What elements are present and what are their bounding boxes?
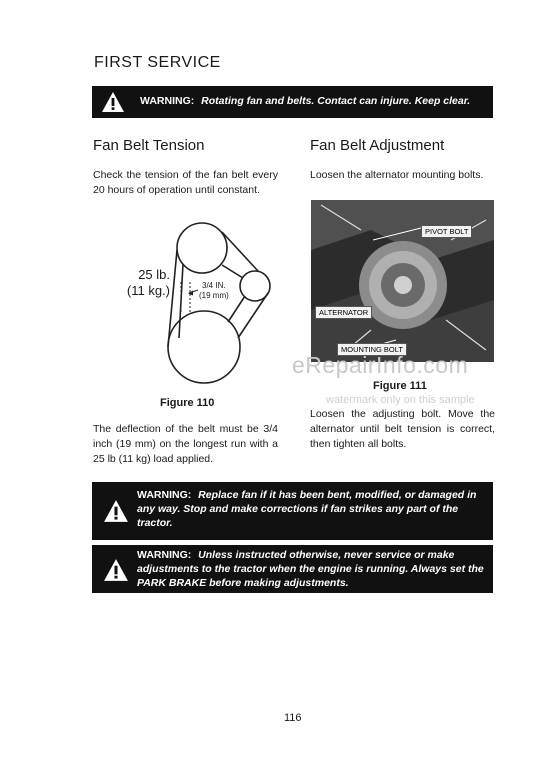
watermark: eRepairInfo.com bbox=[292, 352, 469, 378]
warning-text: Rotating fan and belts. Contact can injure. Keep clear. bbox=[201, 95, 471, 107]
warning-bottom-text-wrap bbox=[137, 548, 489, 590]
fan-belt-adjustment-intro: Loosen the alternator mounting bolts. bbox=[310, 169, 484, 181]
load-label-line1: 25 lb. bbox=[138, 267, 170, 282]
mounting-bolt-label: MOUNTING BOLT bbox=[337, 343, 407, 356]
alternator-label: ALTERNATOR bbox=[315, 306, 372, 319]
warning-mid-text-wrap bbox=[137, 488, 487, 530]
deflection-label bbox=[199, 281, 229, 301]
crankshaft-pulley bbox=[168, 311, 240, 383]
fan-belt-tension-heading: Fan Belt Tension bbox=[93, 137, 205, 154]
deflection-label-line1: 3/4 IN. bbox=[202, 281, 226, 290]
warning-triangle-icon bbox=[103, 558, 129, 582]
section-title: FIRST SERVICE bbox=[94, 54, 221, 71]
load-label bbox=[112, 267, 170, 299]
warning-label: WARNING: bbox=[140, 95, 195, 107]
warning-banner-fan bbox=[92, 482, 493, 540]
warning-text: Unless instructed otherwise, never service or make adjustments to the tractor when the engine is running. Always set the PARK BRAKE before making adjustments. bbox=[137, 549, 484, 589]
alternator-photo bbox=[311, 200, 494, 362]
warning-label: WARNING: bbox=[137, 489, 192, 501]
warning-text: Replace fan if it has been bent, modified, or damaged in any way. Stop and make corrections if fan strikes any part of the tractor. bbox=[137, 489, 477, 529]
warning-banner-top bbox=[92, 86, 493, 118]
fan-pulley bbox=[177, 223, 227, 273]
warning-label: WARNING: bbox=[137, 549, 192, 561]
pivot-bolt-label: PIVOT BOLT bbox=[421, 225, 472, 238]
warning-triangle-icon bbox=[103, 499, 129, 523]
figure-110-caption: Figure 110 bbox=[160, 397, 215, 409]
figure-111-caption: Figure 111 bbox=[373, 380, 427, 392]
warning-banner-engine bbox=[92, 545, 493, 593]
fan-belt-adjustment-heading: Fan Belt Adjustment bbox=[310, 137, 445, 154]
warning-top-text-wrap bbox=[140, 95, 470, 107]
fan-belt-diagram bbox=[100, 220, 280, 390]
fan-belt-adjustment-body: Loosen the adjusting bolt. Move the alternator until belt tension is correct, then tighten all bolts. bbox=[310, 408, 495, 450]
fan-belt-tension-intro: Check the tension of the fan belt every 20 hours of operation until constant. bbox=[93, 169, 278, 196]
load-label-line2: (11 kg.) bbox=[126, 283, 170, 298]
page-number: 116 bbox=[284, 712, 302, 724]
warning-triangle-icon bbox=[101, 91, 125, 113]
watermark-sub: watermark only on this sample bbox=[326, 394, 475, 406]
fan-belt-tension-body: The deflection of the belt must be 3/4 inch (19 mm) on the longest run with a 25 lb (11 kg) load applied. bbox=[93, 423, 278, 465]
deflection-label-line2: (19 mm) bbox=[199, 291, 229, 300]
